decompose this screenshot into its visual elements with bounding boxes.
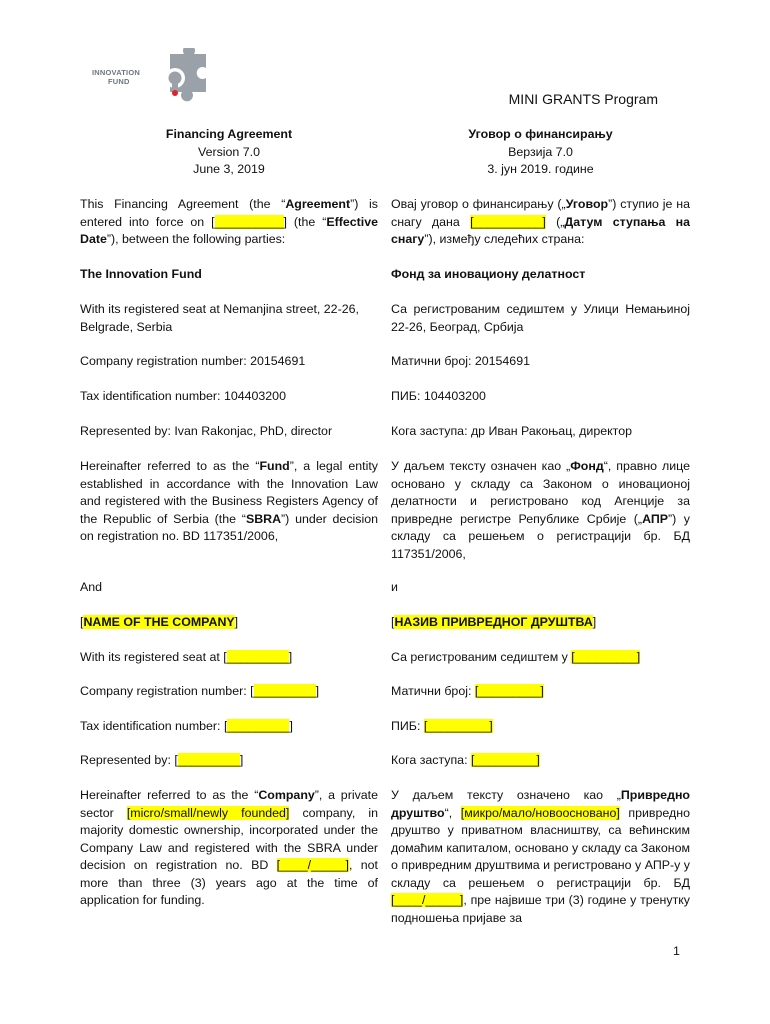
logo-text: INNOVATION FUND <box>92 68 140 86</box>
en-fund-hereinafter: Hereinafter referred to as the “Fund”, a legal entity established in accordance with the Innovation Law and registered with the Business Registers Agency of the Republic of Serbia (the “SBRA”) under decision on registration no. BD 117351/2006, <box>80 459 378 543</box>
en-company-hereinafter: Hereinafter referred to as the “Company”, a private sector [micro/small/newly founded] company, in majority domestic ownership, incorporated under the Company Law and registered with the SBRA under decision on registration no. BD [____/_____], not more than three (3) years ago at the time of application for funding. <box>80 788 378 907</box>
en-company-seat: With its registered seat at [_________] <box>80 650 293 664</box>
effective-date-blank: __________ <box>214 214 284 229</box>
sr-header <box>391 126 690 179</box>
company-reg-blank: _________ <box>253 684 316 698</box>
innovation-fund-logo <box>92 48 216 104</box>
sr-company-hereinafter: У даљем тексту означено као „Привредно друштво“, [микро/мало/новоосновано] привредно друштво у приватном власништву, са већинским домаћим капиталом, основано у складу са Законом о привредним друштвима и регистровано у АПР-у у складу са решењем о регистрацији бр. БД [____/_____], пре највише три (3) године у тренутку подношења пријаве за <box>391 788 690 925</box>
company-tax-blank: _________ <box>227 719 290 733</box>
program-title: MINI GRANTS Program <box>508 91 658 107</box>
company-rep-blank: _________ <box>177 753 240 767</box>
en-fund-reg: Company registration number: 20154691 <box>80 354 306 368</box>
sr-fund-rep: Кога заступа: др Иван Ракоњац, директор <box>391 424 632 438</box>
en-company-name: [NAME OF THE COMPANY] <box>80 615 239 629</box>
sr-intro: Овај уговор о финансирању („Уговор”) ступио је на снагу дана [__________] („Датум ступања на снагу”), између следећих страна: <box>391 197 691 246</box>
en-date: June 3, 2019 <box>193 162 265 176</box>
en-and: And <box>80 580 103 594</box>
sr-company-reg: Матични број: [_________] <box>391 684 544 698</box>
sr-company-name: [НАЗИВ ПРИВРЕДНОГ ДРУШТВА] <box>391 615 597 629</box>
sr-company-tax: ПИБ: [_________] <box>391 719 493 733</box>
page-number: 1 <box>673 944 680 958</box>
sr-fund-seat: Са регистрованим седиштем у Улици Немањиној 22-26, Београд, Србија <box>391 302 690 334</box>
sr-company-rep: Кога заступа: [_________] <box>391 753 540 767</box>
sr-fund-tax: ПИБ: 104403200 <box>391 389 486 403</box>
sr-and: и <box>391 580 398 594</box>
sr-title: Уговор о финансирању <box>468 127 613 141</box>
sr-date: 3. јун 2019. године <box>487 162 594 176</box>
en-company-rep: Represented by: [_________] <box>80 753 244 767</box>
company-seat-blank: _________ <box>226 650 289 664</box>
sr-version: Верзија 7.0 <box>508 144 573 159</box>
sr-company-seat: Са регистрованим седиштем у [_________] <box>391 650 641 664</box>
sr-fund-hereinafter: У даљем тексту означен као „Фонд“, правно лице основано у складу са Законом о иновационој делатности и регистровано код Агенције за привредне регистре Републике Србије („АПР”) у складу са решењем о регистрацији бр. БД 117351/2006, <box>391 459 690 561</box>
en-version: Version 7.0 <box>198 144 260 159</box>
en-intro: This Financing Agreement (the “Agreement”) is entered into force on [__________] (the “Effective Date”), between the following parties: <box>80 197 378 246</box>
sr-fund-reg: Матични број: 20154691 <box>391 354 530 368</box>
en-title: Financing Agreement <box>165 127 293 141</box>
en-company-reg: Company registration number: [_________] <box>80 684 320 698</box>
puzzle-bulb-icon <box>154 48 210 104</box>
en-fund-rep: Represented by: Ivan Rakonjac, PhD, director <box>80 424 333 438</box>
en-header <box>80 126 378 179</box>
en-company-tax: Tax identification number: [_________] <box>80 719 293 733</box>
en-fund-tax: Tax identification number: 104403200 <box>80 389 286 403</box>
en-fund-name: The Innovation Fund <box>80 267 202 281</box>
en-fund-seat: With its registered seat at Nemanjina street, 22-26, Belgrade, Serbia <box>80 302 359 334</box>
sr-fund-name: Фонд за иновациону делатност <box>391 267 586 281</box>
